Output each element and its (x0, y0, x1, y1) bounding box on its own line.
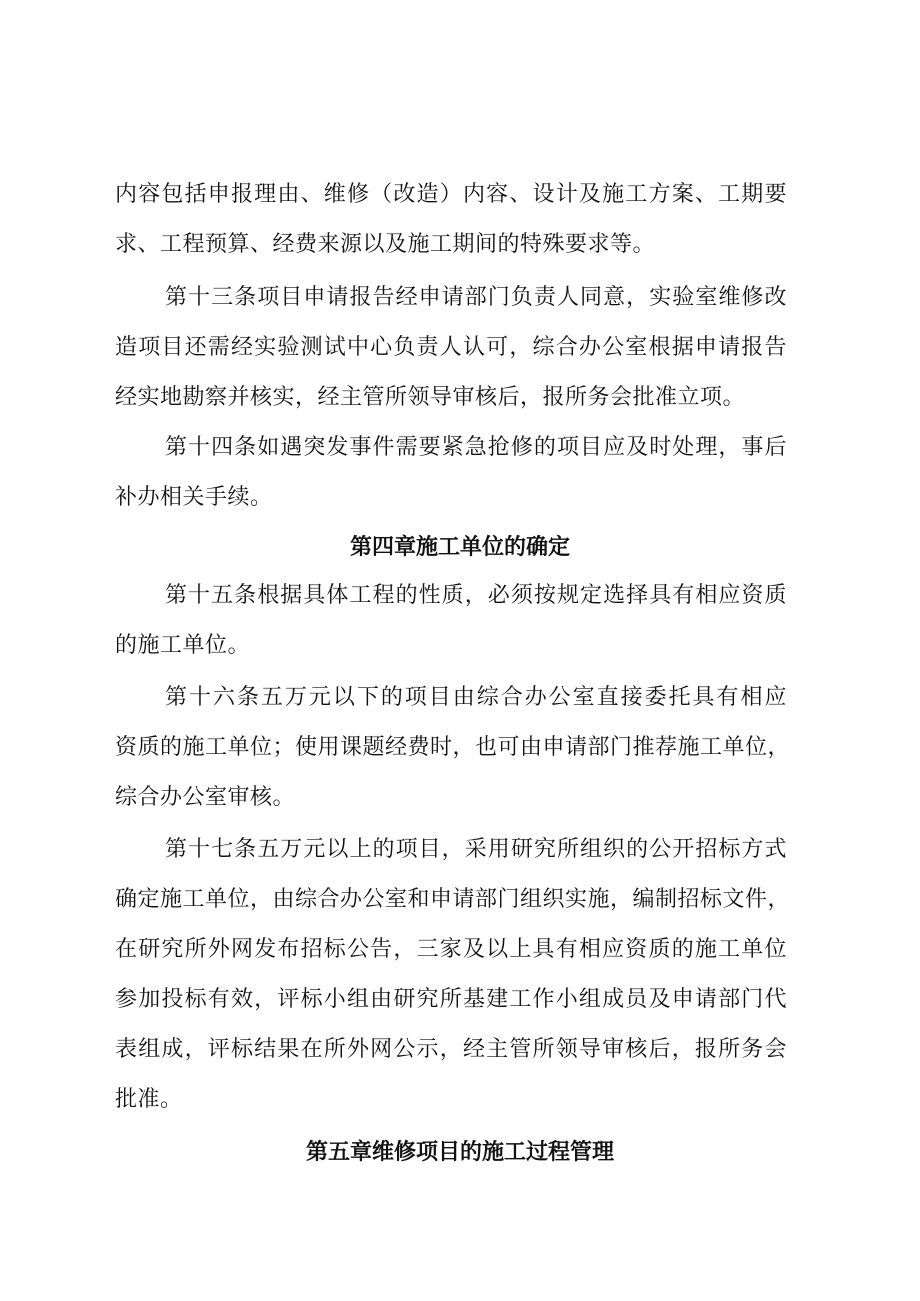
paragraph-line: 在研究所外网发布招标公告，三家及以上具有相应资质的施工单位 (115, 937, 787, 962)
paragraph-line: 第十四条如遇突发事件需要紧急抢修的项目应及时处理，事后 (165, 435, 787, 460)
paragraph-line: 参加投标有效，评标小组由研究所基建工作小组成员及申请部门代 (115, 987, 787, 1012)
paragraph-line: 造项目还需经实验测试中心负责人认可，综合办公室根据申请报告 (115, 335, 787, 360)
paragraph-line: 综合办公室审核。 (115, 785, 296, 810)
chapter-heading: 第五章维修项目的施工过程管理 (305, 1140, 614, 1165)
paragraph-line: 确定施工单位，由综合办公室和申请部门组织实施，编制招标文件， (115, 887, 791, 912)
chapter-heading: 第四章施工单位的确定 (349, 535, 570, 560)
paragraph-line: 批准。 (115, 1087, 183, 1112)
paragraph-line: 求、工程预算、经费来源以及施工期间的特殊要求等。 (115, 232, 656, 257)
paragraph-line: 补办相关手续。 (115, 485, 273, 510)
paragraph-line: 第十五条根据具体工程的性质，必须按规定选择具有相应资质 (165, 583, 787, 608)
paragraph-line: 资质的施工单位；使用课题经费时，也可由申请部门推荐施工单位， (115, 735, 791, 760)
paragraph-line: 第十六条五万元以下的项目由综合办公室直接委托具有相应 (165, 685, 787, 710)
paragraph-line: 经实地勘察并核实，经主管所领导审核后，报所务会批准立项。 (115, 385, 746, 410)
paragraph-line: 第十三条项目申请报告经申请部门负责人同意，实验室维修改 (165, 285, 787, 310)
paragraph-line: 表组成，评标结果在所外网公示，经主管所领导审核后，报所务会 (115, 1037, 787, 1062)
paragraph-line: 内容包括申报理由、维修（改造）内容、设计及施工方案、工期要 (115, 182, 787, 207)
paragraph-line: 的施工单位。 (115, 633, 251, 658)
paragraph-line: 第十七条五万元以上的项目，采用研究所组织的公开招标方式 (165, 837, 787, 862)
